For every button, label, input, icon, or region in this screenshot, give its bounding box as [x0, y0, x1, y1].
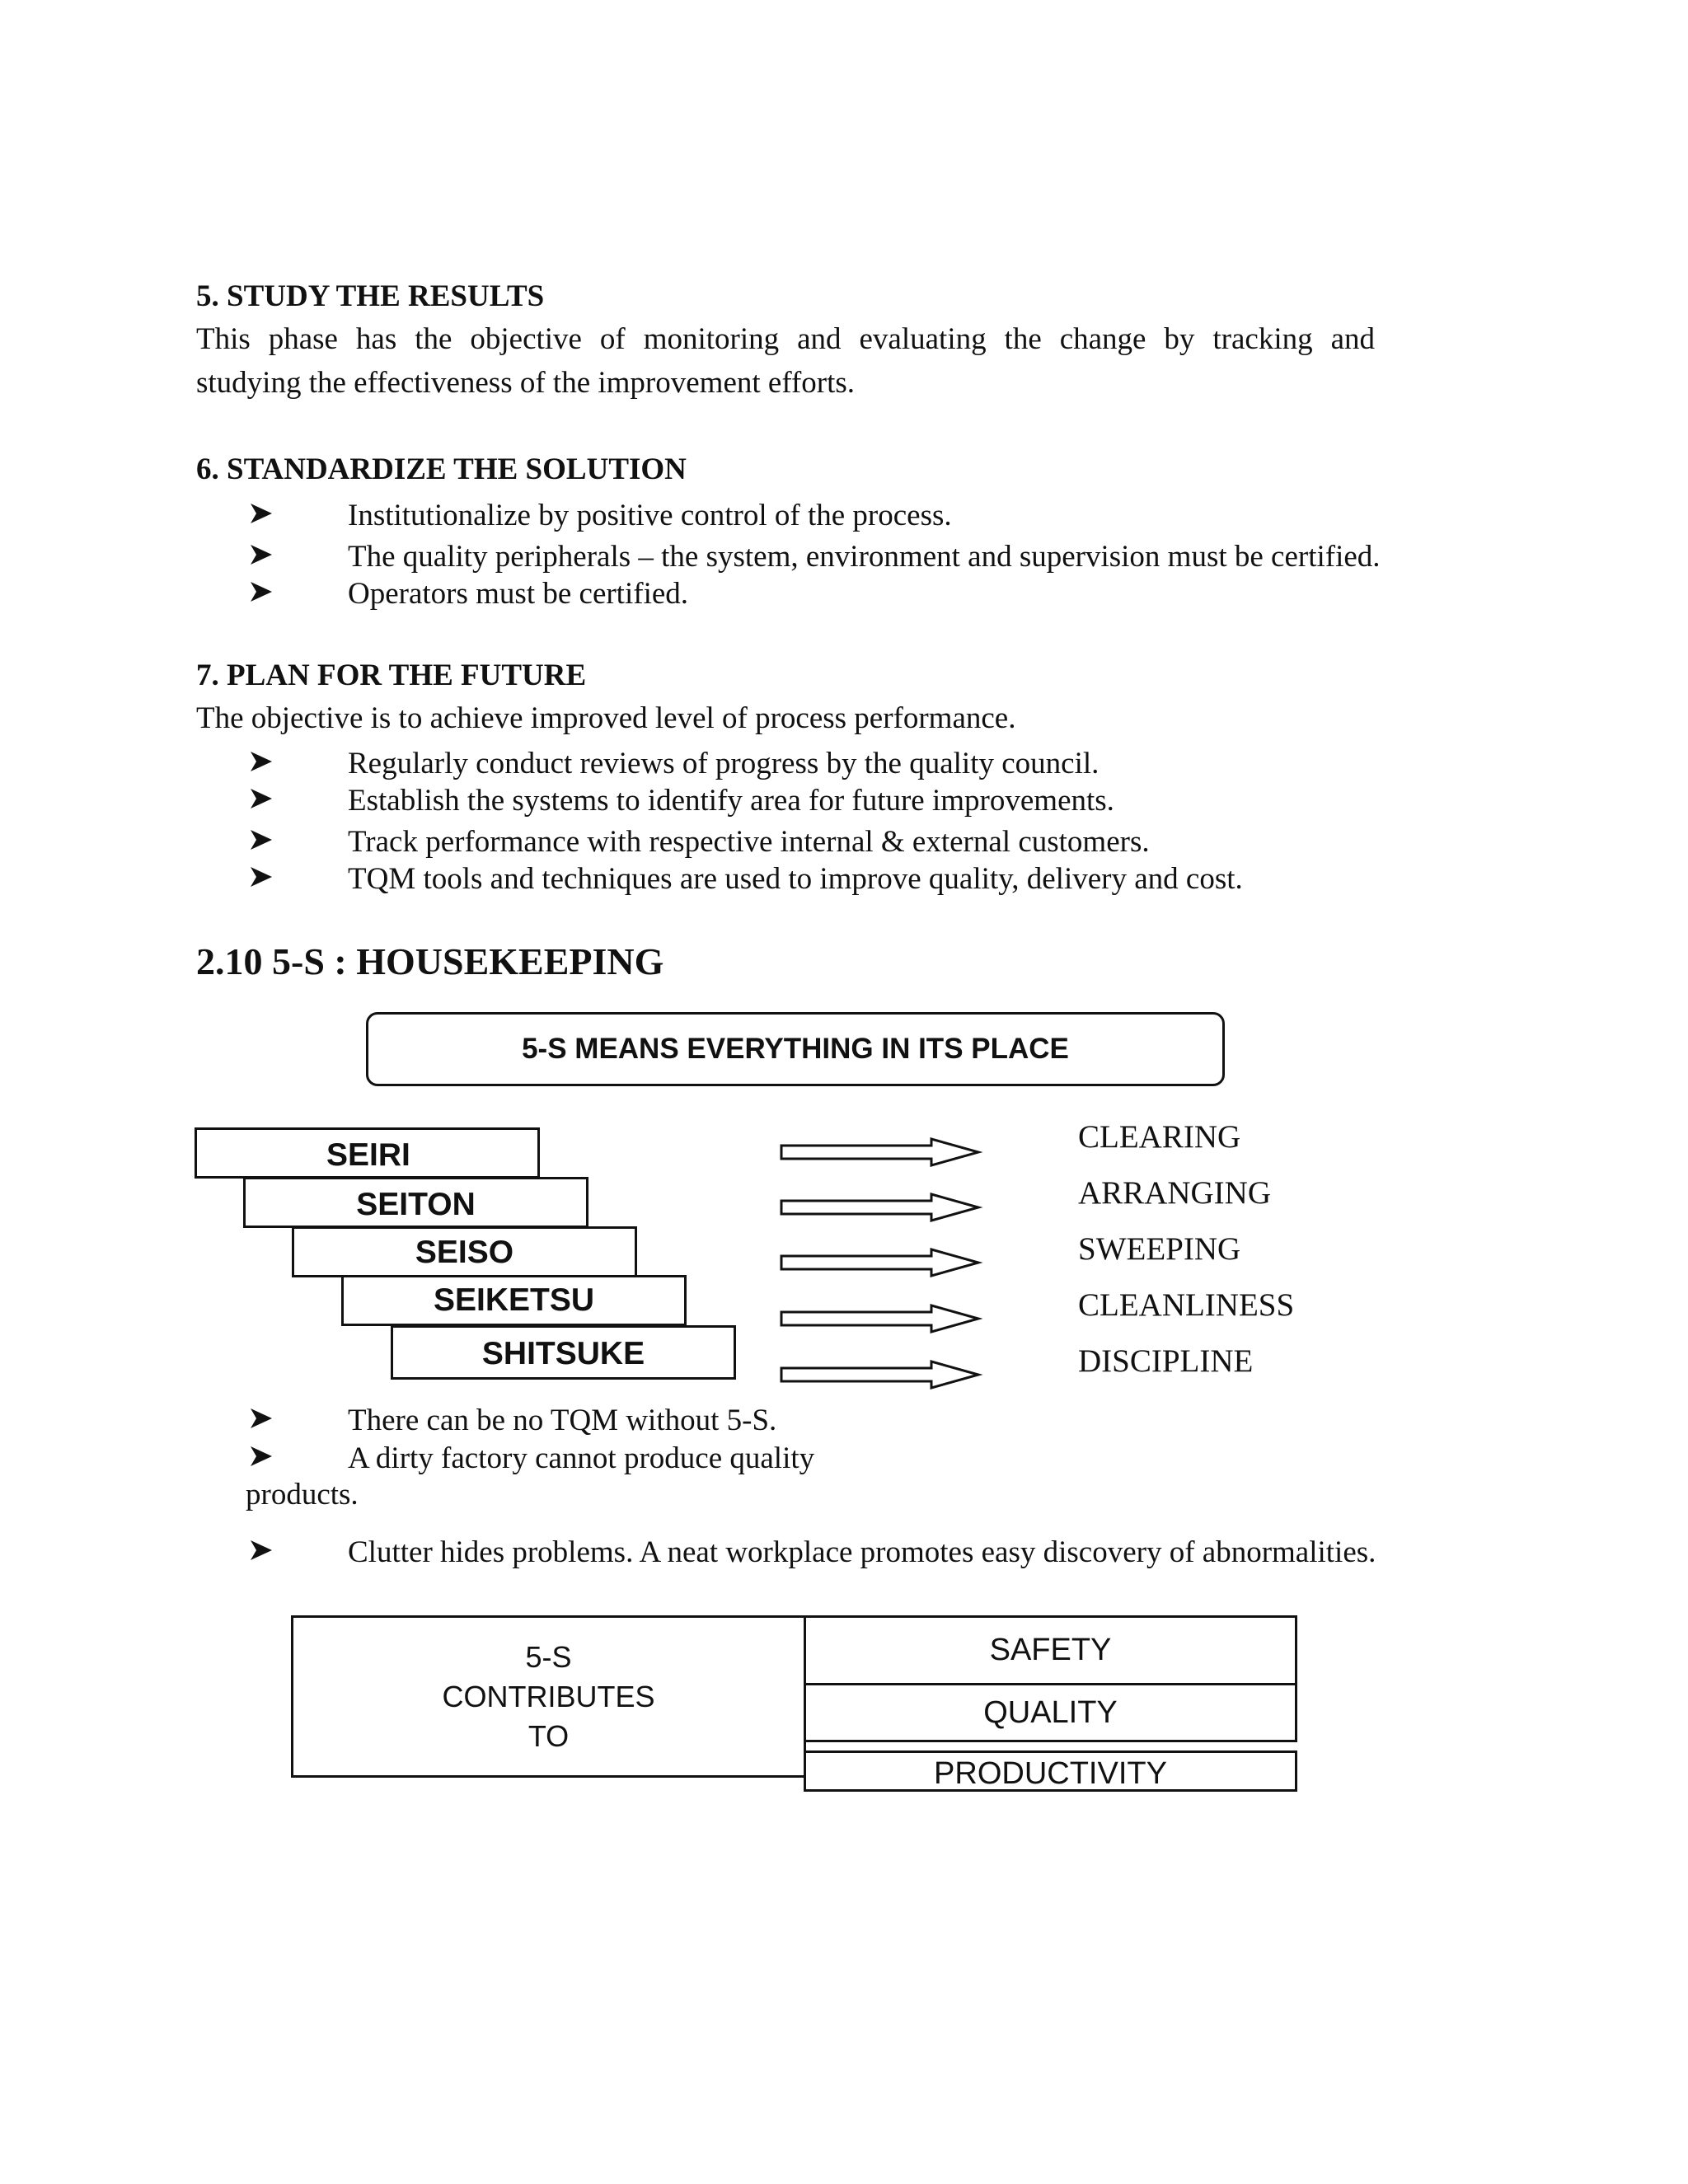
section-5-line1: This phase has the objective of monitoring and evaluating the change by tracking and: [196, 322, 1375, 356]
list-item-text: Clutter hides problems. A neat workplace promotes easy discovery of abnormalities.: [348, 1535, 1376, 1569]
right-arrow-icon: [781, 1194, 978, 1221]
section-7-intro: The objective is to achieve improved level of process performance.: [196, 701, 1016, 735]
list-item-text: A dirty factory cannot produce quality: [348, 1441, 815, 1475]
arrowhead-bullet-icon: [249, 1444, 274, 1469]
contributes-left-cell: [291, 1615, 806, 1778]
arrows-group: [779, 1122, 985, 1394]
contributes-line3: TO: [528, 1718, 570, 1753]
section-6-heading: 6. STANDARDIZE THE SOLUTION: [196, 452, 687, 486]
arrowhead-bullet-icon: [249, 786, 274, 811]
list-item-text: Regularly conduct reviews of progress by the quality council.: [348, 747, 1100, 780]
contributes-line2: CONTRIBUTES: [442, 1679, 655, 1713]
arrowhead-bullet-icon: [249, 542, 274, 567]
right-arrow-icon: [781, 1139, 978, 1165]
right-arrow-icon: [781, 1305, 978, 1332]
list-item-text: Operators must be certified.: [348, 577, 689, 611]
list-item-text: Track performance with respective internal & external customers.: [348, 825, 1150, 859]
step-seiton: SEITON: [243, 1177, 588, 1228]
five-s-banner: 5-S MEANS EVERYTHING IN ITS PLACE: [366, 1012, 1225, 1086]
meaning-clearing: CLEARING: [1078, 1119, 1241, 1155]
list-item-text: Institutionalize by positive control of the process.: [348, 499, 952, 532]
step-seiso: SEISO: [292, 1226, 637, 1277]
contrib-quality: QUALITY: [804, 1683, 1297, 1742]
meaning-arranging: ARRANGING: [1078, 1175, 1271, 1211]
meaning-discipline: DISCIPLINE: [1078, 1343, 1254, 1379]
contrib-safety: SAFETY: [804, 1615, 1297, 1685]
section-7-heading: 7. PLAN FOR THE FUTURE: [196, 658, 587, 692]
arrowhead-bullet-icon: [249, 501, 274, 526]
arrowhead-bullet-icon: [249, 1406, 274, 1431]
list-item-text: There can be no TQM without 5-S.: [348, 1404, 777, 1437]
list-item-text: The quality peripherals – the system, environment and supervision must be certified.: [348, 540, 1381, 574]
right-arrow-icon: [781, 1249, 978, 1276]
arrowhead-bullet-icon: [249, 579, 274, 604]
step-shitsuke: SHITSUKE: [391, 1325, 736, 1380]
section-5-heading: 5. STUDY THE RESULTS: [196, 279, 545, 313]
meaning-cleanliness: CLEANLINESS: [1078, 1287, 1295, 1323]
step-seiri: SEIRI: [195, 1127, 540, 1179]
housekeeping-heading: 2.10 5-S : HOUSEKEEPING: [196, 940, 664, 982]
arrowhead-bullet-icon: [249, 749, 274, 774]
arrowhead-bullet-icon: [249, 1538, 274, 1563]
section-5-line2: studying the effectiveness of the improvement efforts.: [196, 366, 856, 400]
arrowhead-bullet-icon: [249, 865, 274, 889]
contributes-line1: 5-S: [525, 1639, 572, 1674]
list-item-text: Establish the systems to identify area for future improvements.: [348, 784, 1114, 818]
contrib-productivity: PRODUCTIVITY: [804, 1750, 1297, 1792]
arrowhead-bullet-icon: [249, 827, 274, 852]
bullet2-continuation: products.: [246, 1478, 359, 1511]
meaning-sweeping: SWEEPING: [1078, 1231, 1241, 1267]
right-arrow-icon: [781, 1361, 978, 1388]
step-seiketsu: SEIKETSU: [341, 1275, 687, 1326]
list-item-text: TQM tools and techniques are used to improve quality, delivery and cost.: [348, 862, 1243, 896]
